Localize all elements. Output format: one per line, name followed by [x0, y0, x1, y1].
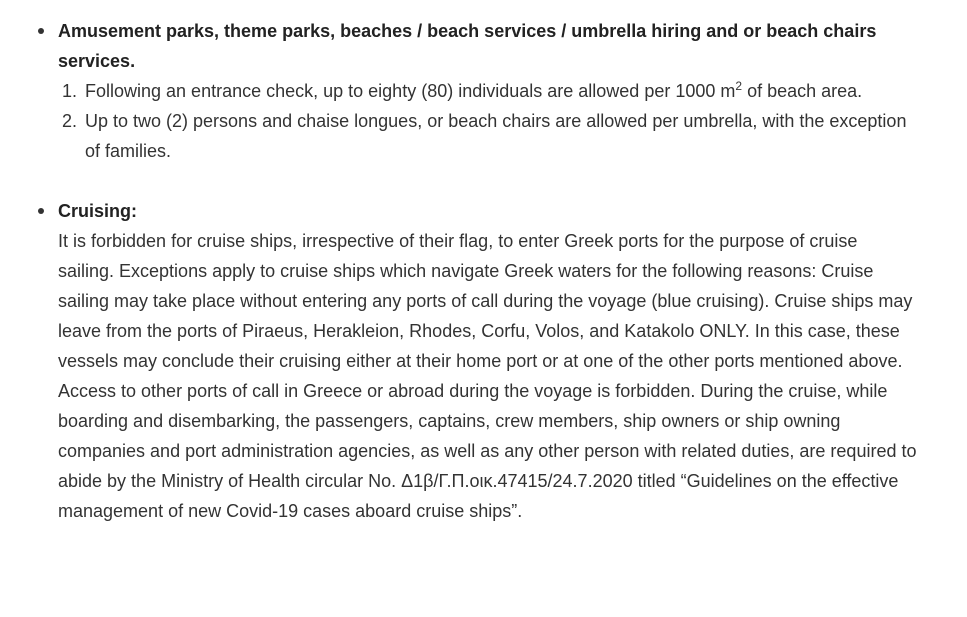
numbered-item-2 — [58, 106, 917, 166]
bullet-list — [0, 16, 967, 526]
item-number: 2. — [62, 111, 78, 131]
list-item-beaches — [0, 16, 967, 196]
list-item-cruising — [0, 196, 967, 526]
document-content — [0, 16, 967, 526]
numbered-list — [58, 76, 917, 166]
item-text-before: Following an entrance check, up to eighty (80) individuals are allowed per 1000 m — [85, 81, 736, 101]
section-title-beaches: Amusement parks, theme parks, beaches / beach services / umbrella hiring and or beach chairs services. — [58, 21, 877, 71]
item-text — [85, 81, 862, 101]
spacer — [58, 166, 917, 196]
item-text-after: of beach area. — [742, 81, 863, 101]
bullet-icon — [38, 208, 44, 214]
section-title-cruising: Cruising: — [58, 201, 137, 221]
item-text: Up to two (2) persons and chaise longues, or beach chairs are allowed per umbrella, with the exception of families. — [85, 111, 907, 161]
superscript: 2 — [735, 79, 743, 93]
numbered-item-1 — [58, 76, 917, 106]
bullet-icon — [38, 28, 44, 34]
section-body-cruising: It is forbidden for cruise ships, irrespective of their flag, to enter Greek ports for the purpose of cruise sailing. Exceptions apply to cruise ships which navigate Greek waters for the following reasons: Cruise sailing may take place without entering any ports of call during the voyage (blue cruising). Cruise ships may leave from the ports of Piraeus, Herakleion, Rhodes, Corfu, Volos, and Katakolo ONLY. In this case, these vessels may conclude their cruising either at their home port or at one of the other ports mentioned above. Access to other ports of call in Greece or abroad during the voyage is forbidden. During the cruise, while boarding and disembarking, the passengers, captains, crew members, ship owners or ship owning companies and port administration agencies, as well as any other person with related duties, are required to abide by the Ministry of Health circular No. Δ1β/Γ.Π.οικ.47415/24.7.2020 titled “Guidelines on the effective management of new Covid-19 cases aboard cruise ships”. — [58, 231, 917, 521]
item-number: 1. — [62, 81, 78, 101]
